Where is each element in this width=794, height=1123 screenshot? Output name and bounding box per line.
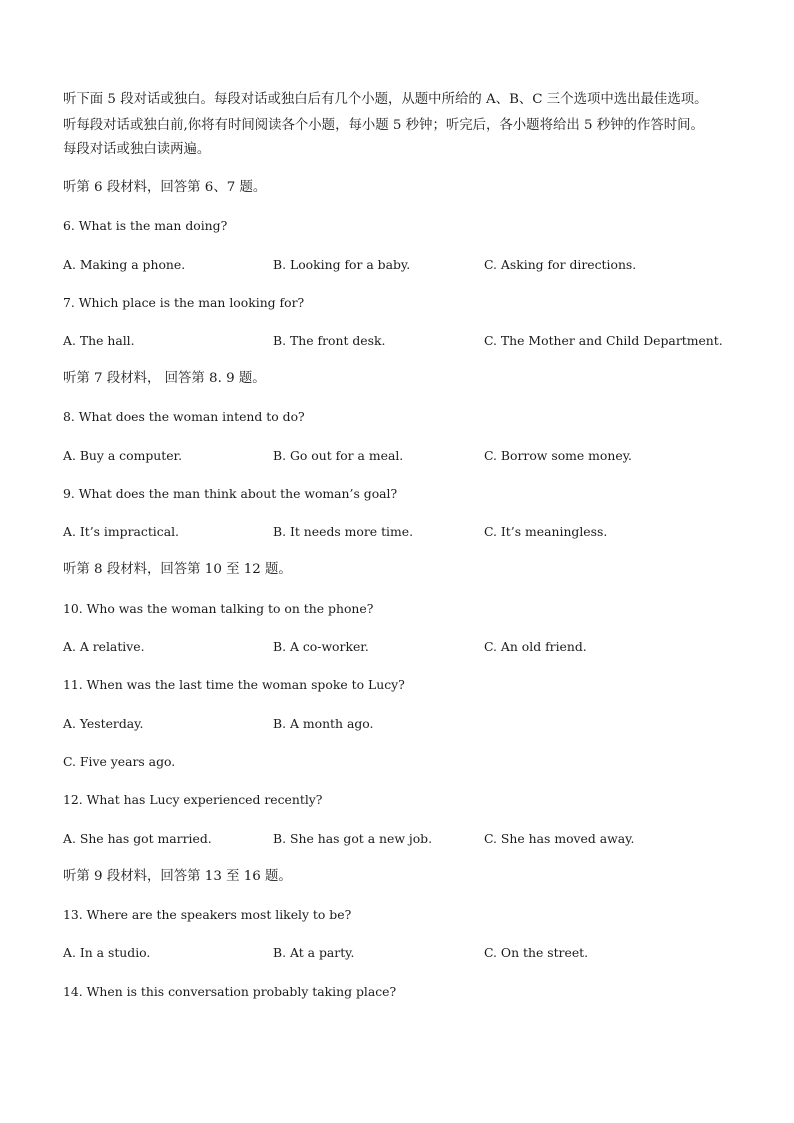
option-c: C. It’s meaningless.	[484, 524, 608, 539]
instruction-line-3: 每段对话或独白读两遍。	[63, 142, 211, 157]
option-b: B. The front desk.	[273, 333, 386, 348]
option-b: B. Looking for a baby.	[273, 257, 411, 272]
question-stem: 7. Which place is the man looking for?	[63, 295, 305, 310]
option-a: A. The hall.	[63, 333, 135, 348]
option-b: B. Go out for a meal.	[273, 448, 404, 463]
option-a: A. It’s impractical.	[63, 524, 179, 539]
section-header: 听第 8 段材料，回答第 10 至 12 题。	[63, 562, 292, 577]
question-stem: 13. Where are the speakers most likely to be?	[63, 907, 352, 922]
question-stem: 12. What has Lucy experienced recently?	[63, 792, 323, 807]
option-b: B. It needs more time.	[273, 524, 414, 539]
instruction-line-2: 听每段对话或独白前,你将有时间阅读各个小题，每小题 5 秒钟；听完后，各小题将给出 5 秒钟的作答时间。	[63, 118, 704, 133]
option-a: A. A relative.	[63, 639, 145, 654]
option-a: A. Buy a computer.	[63, 448, 183, 463]
option-a: A. In a studio.	[63, 945, 151, 960]
question-stem: 11. When was the last time the woman spoke to Lucy?	[63, 677, 405, 692]
question-stem: 14. When is this conversation probably taking place?	[63, 984, 397, 999]
instruction-line-1: 听下面 5 段对话或独白。每段对话或独白后有几个小题，从题中所给的 A、B、C 三个选项中选出最佳选项。	[63, 92, 708, 107]
section-header: 听第 9 段材料，回答第 13 至 16 题。	[63, 869, 292, 884]
option-c: C. On the street.	[484, 945, 589, 960]
option-b: B. She has got a new job.	[273, 831, 433, 846]
option-c: C. The Mother and Child Department.	[484, 333, 723, 348]
section-header: 听第 6 段材料，回答第 6、7 题。	[63, 180, 267, 195]
option-a: A. She has got married.	[63, 831, 212, 846]
option-a: A. Yesterday.	[63, 716, 144, 731]
option-b: B. A month ago.	[273, 716, 374, 731]
option-c: C. Borrow some money.	[484, 448, 632, 463]
question-stem: 9. What does the man think about the woman’s goal?	[63, 486, 398, 501]
option-b: B. At a party.	[273, 945, 355, 960]
option-a: A. Making a phone.	[63, 257, 186, 272]
option-b: B. A co-worker.	[273, 639, 369, 654]
question-stem: 8. What does the woman intend to do?	[63, 409, 305, 424]
option-c: C. An old friend.	[484, 639, 587, 654]
section-header: 听第 7 段材料， 回答第 8. 9 题。	[63, 371, 266, 386]
option-c: C. Five years ago.	[63, 754, 176, 769]
option-c: C. She has moved away.	[484, 831, 635, 846]
option-c: C. Asking for directions.	[484, 257, 637, 272]
question-stem: 6. What is the man doing?	[63, 218, 228, 233]
question-stem: 10. Who was the woman talking to on the phone?	[63, 601, 374, 616]
